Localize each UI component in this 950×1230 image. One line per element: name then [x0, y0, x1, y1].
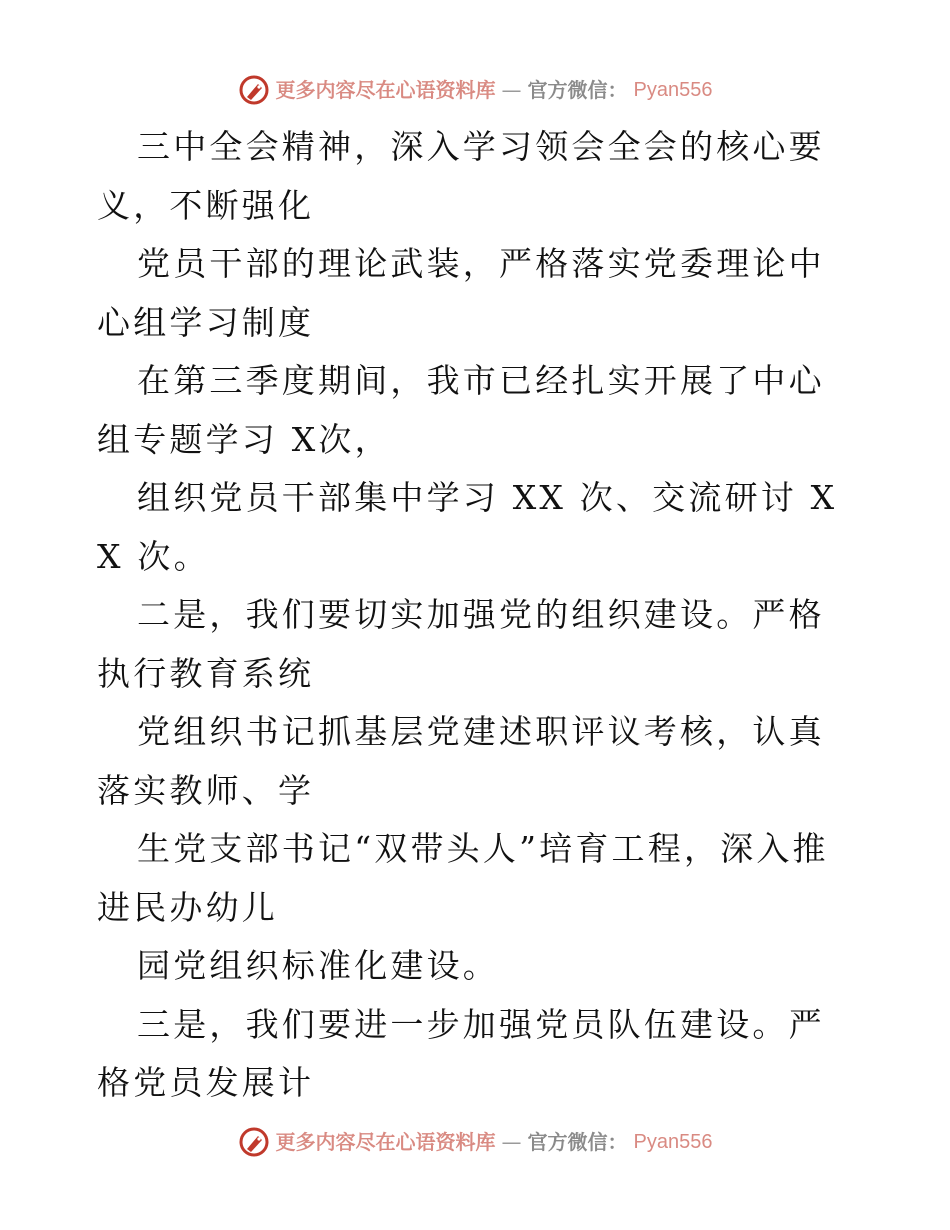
- pen-nib-circle-icon: [238, 1126, 270, 1158]
- watermark-dash: —: [501, 78, 522, 102]
- watermark-official-text: 官方微信：: [527, 78, 628, 102]
- pen-nib-circle-icon: [238, 74, 270, 106]
- paragraph: 园党组织标准化建设。: [137, 946, 499, 985]
- watermark-id: Pyan556: [633, 79, 713, 101]
- paragraph: 在第三季度期间，我市已经扎实开展了中心组专题学习 X次，: [97, 361, 825, 459]
- paragraph: 三是，我们要进一步加强党员队伍建设。严格党员发展计: [97, 1004, 825, 1102]
- paragraph: 党员干部的理论武装，严格落实党委理论中心组学习制度: [97, 244, 825, 342]
- paragraph: 三中全会精神，深入学习领会全会的核心要义，不断强化: [97, 127, 825, 225]
- paragraph: 党组织书记抓基层党建述职评议考核，认真落实教师、学: [97, 712, 825, 810]
- paragraph: 生党支部书记“双带头人”培育工程，深入推进民办幼儿: [97, 829, 829, 927]
- watermark-official-text: 官方微信：: [527, 1130, 628, 1154]
- watermark-main-text: 更多内容尽在心语资料库: [275, 78, 496, 102]
- header-watermark: [0, 74, 950, 106]
- footer-watermark: [0, 1126, 950, 1158]
- paragraph: 组织党员干部集中学习 XX 次、交流研讨 XX 次。: [97, 478, 838, 576]
- paragraph: 二是，我们要切实加强党的组织建设。严格执行教育系统: [97, 595, 825, 693]
- watermark-id: Pyan556: [633, 1131, 713, 1153]
- watermark-main-text: 更多内容尽在心语资料库: [275, 1130, 496, 1154]
- document-body: [97, 118, 857, 1113]
- watermark-dash: —: [501, 1130, 522, 1154]
